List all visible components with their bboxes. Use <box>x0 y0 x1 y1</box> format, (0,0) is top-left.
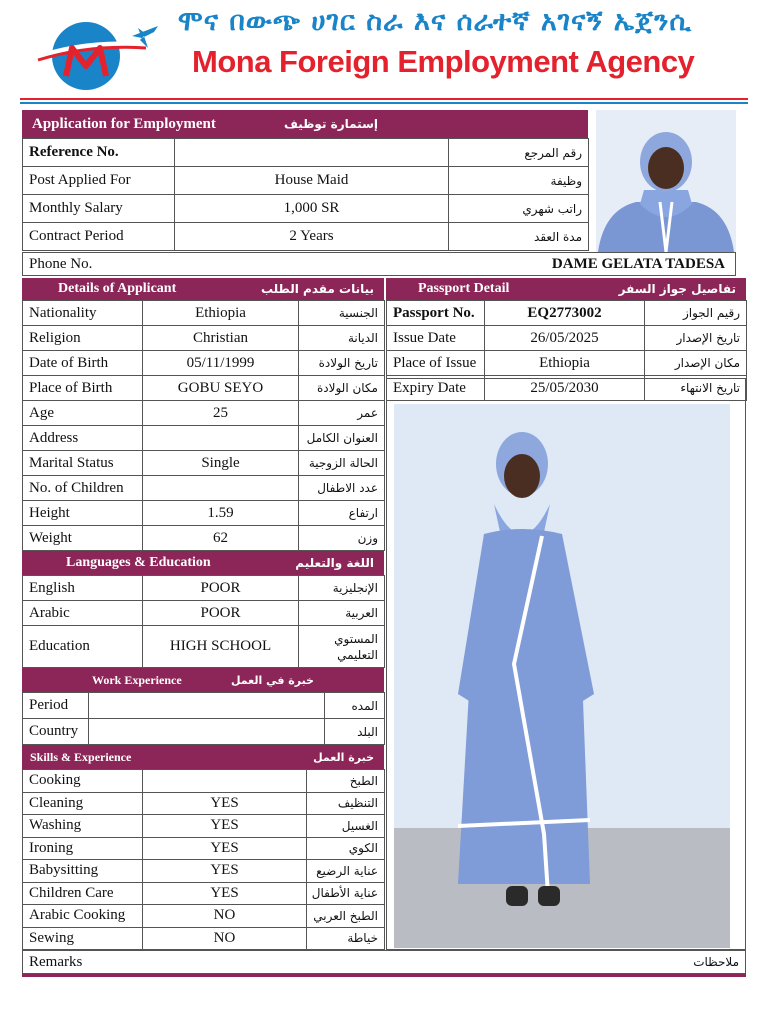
babysitting-label: Babysitting <box>23 860 143 883</box>
arabic-cooking-label: Arabic Cooking <box>23 905 143 928</box>
header-rule-red <box>20 98 748 100</box>
remarks-rule <box>22 974 746 977</box>
education-label: Education <box>23 626 143 668</box>
skills-bar <box>22 745 384 769</box>
english-label-ar: الإنجليزية <box>299 576 385 601</box>
arabic-cooking-value: NO <box>143 905 307 928</box>
salary-label: Monthly Salary <box>23 195 175 223</box>
table-row <box>23 376 385 401</box>
post-value: House Maid <box>175 167 449 195</box>
weight-value: 62 <box>143 526 299 551</box>
table-row <box>23 195 589 223</box>
sewing-label-ar: خياطة <box>307 927 385 950</box>
ironing-label: Ironing <box>23 837 143 860</box>
remarks-row <box>22 950 746 974</box>
passport-no-label-ar: رقيم الجواز <box>645 301 747 326</box>
work-bar <box>22 668 384 692</box>
application-section <box>22 110 588 251</box>
issue-date-label: Issue Date <box>387 326 485 351</box>
table-row <box>23 770 385 793</box>
pob-label-ar: مكان الولادة <box>299 376 385 401</box>
table-row <box>23 526 385 551</box>
table-row <box>23 326 385 351</box>
children-care-label: Children Care <box>23 882 143 905</box>
education-label-ar: المستوي التعليمي <box>299 626 385 668</box>
table-row <box>23 351 385 376</box>
cleaning-label-ar: التنظيف <box>307 792 385 815</box>
reference-label-ar: رقم المرجع <box>449 139 589 167</box>
weight-label-ar: وزن <box>299 526 385 551</box>
details-title-ar: بيانات مقدم الطلب <box>260 282 374 296</box>
expiry-date-label-ar: تاريخ الانتهاء <box>645 376 747 401</box>
contract-label-ar: مدة العقد <box>449 223 589 251</box>
dob-label-ar: تاريخ الولادة <box>299 351 385 376</box>
marital-label-ar: الحالة الزوجية <box>299 451 385 476</box>
table-row <box>23 451 385 476</box>
work-table <box>22 692 385 745</box>
age-value: 25 <box>143 401 299 426</box>
dob-value: 05/11/1999 <box>143 351 299 376</box>
expiry-date-label: Expiry Date <box>387 376 485 401</box>
education-value: HIGH SCHOOL <box>143 626 299 668</box>
arabic-value: POOR <box>143 601 299 626</box>
issue-date-value: 26/05/2025 <box>485 326 645 351</box>
skills-title-ar: خبرة العمل <box>313 750 374 764</box>
period-label: Period <box>23 693 89 719</box>
arabic-label-ar: العربية <box>299 601 385 626</box>
table-row <box>23 476 385 501</box>
english-label: English <box>23 576 143 601</box>
table-row <box>23 601 385 626</box>
passport-title: Passport Detail <box>418 281 510 296</box>
issue-date-label-ar: تاريخ الإصدار <box>645 326 747 351</box>
cooking-label-ar: الطبخ <box>307 770 385 793</box>
salary-value: 1,000 SR <box>175 195 449 223</box>
reference-label: Reference No. <box>23 139 175 167</box>
address-label-ar: العنوان الكامل <box>299 426 385 451</box>
place-of-issue-label-ar: مكان الإصدار <box>645 351 747 376</box>
country-label: Country <box>23 719 89 745</box>
height-value: 1.59 <box>143 501 299 526</box>
passport-no-label: Passport No. <box>387 301 485 326</box>
languages-table <box>22 575 385 668</box>
religion-value: Christian <box>143 326 299 351</box>
babysitting-label-ar: عناية الرضيع <box>307 860 385 883</box>
table-row <box>23 719 385 745</box>
details-section <box>22 278 384 950</box>
nationality-label: Nationality <box>23 301 143 326</box>
work-title-ar: خبرة في العمل <box>230 673 314 687</box>
agency-name: Mona Foreign Employment Agency <box>192 44 695 79</box>
table-row <box>23 223 589 251</box>
table-row <box>23 927 385 950</box>
religion-label: Religion <box>23 326 143 351</box>
cooking-value <box>143 770 307 793</box>
cleaning-label: Cleaning <box>23 792 143 815</box>
passport-title-ar: تفاصيل جواز السفر <box>618 282 736 296</box>
table-row <box>23 426 385 451</box>
babysitting-value: YES <box>143 860 307 883</box>
passport-no-value: EQ2773002 <box>485 301 645 326</box>
application-bar <box>22 110 588 138</box>
table-row <box>23 693 385 719</box>
remarks-label-ar: ملاحظات <box>693 955 739 969</box>
weight-label: Weight <box>23 526 143 551</box>
washing-value: YES <box>143 815 307 838</box>
height-label-ar: ارتفاع <box>299 501 385 526</box>
nationality-value: Ethiopia <box>143 301 299 326</box>
remarks-label: Remarks <box>29 953 83 970</box>
sewing-label: Sewing <box>23 927 143 950</box>
nationality-label-ar: الجنسية <box>299 301 385 326</box>
contract-label: Contract Period <box>23 223 175 251</box>
salary-label-ar: راتب شهري <box>449 195 589 223</box>
person-figure-icon <box>596 110 736 252</box>
address-value <box>143 426 299 451</box>
table-row <box>23 837 385 860</box>
table-row <box>23 792 385 815</box>
place-of-issue-value: Ethiopia <box>485 351 645 376</box>
table-row <box>387 351 747 376</box>
place-of-issue-label: Place of Issue <box>387 351 485 376</box>
details-table <box>22 300 385 551</box>
post-label: Post Applied For <box>23 167 175 195</box>
work-title: Work Experience <box>92 672 182 687</box>
header-rule-blue <box>20 102 748 104</box>
application-title: Application for Employment <box>32 115 216 132</box>
application-table <box>22 138 589 251</box>
skills-title: Skills & Experience <box>30 749 132 764</box>
children-label-ar: عدد الاطفال <box>299 476 385 501</box>
passport-bar <box>386 278 746 300</box>
children-care-label-ar: عناية الأطفال <box>307 882 385 905</box>
application-title-ar: إستمارة توظيف <box>283 117 378 131</box>
table-row <box>23 576 385 601</box>
arabic-label: Arabic <box>23 601 143 626</box>
details-bar <box>22 278 384 300</box>
english-value: POOR <box>143 576 299 601</box>
country-value <box>89 719 325 745</box>
table-row <box>23 301 385 326</box>
arabic-cooking-label-ar: الطبخ العربي <box>307 905 385 928</box>
table-row <box>23 860 385 883</box>
agency-logo <box>30 14 160 94</box>
languages-title-ar: اللغة والتعليم <box>295 556 374 570</box>
contract-value: 2 Years <box>175 223 449 251</box>
sewing-value: NO <box>143 927 307 950</box>
table-row <box>23 882 385 905</box>
table-row <box>23 626 385 668</box>
address-label: Address <box>23 426 143 451</box>
children-label: No. of Children <box>23 476 143 501</box>
applicant-name: DAME GELATA TADESA <box>551 255 725 272</box>
post-label-ar: وظيفة <box>449 167 589 195</box>
age-label: Age <box>23 401 143 426</box>
pob-value: GOBU SEYO <box>143 376 299 401</box>
applicant-headshot <box>596 110 736 252</box>
height-label: Height <box>23 501 143 526</box>
table-row <box>23 167 589 195</box>
table-row <box>23 905 385 928</box>
languages-title: Languages & Education <box>66 555 211 570</box>
ironing-value: YES <box>143 837 307 860</box>
skills-table <box>22 769 385 950</box>
cooking-label: Cooking <box>23 770 143 793</box>
children-value <box>143 476 299 501</box>
table-row <box>387 301 747 326</box>
ironing-label-ar: الكوي <box>307 837 385 860</box>
pob-label: Place of Birth <box>23 376 143 401</box>
washing-label: Washing <box>23 815 143 838</box>
children-care-value: YES <box>143 882 307 905</box>
phone-label: Phone No. <box>29 255 93 272</box>
washing-label-ar: الغسيل <box>307 815 385 838</box>
expiry-date-value: 25/05/2030 <box>485 376 645 401</box>
amharic-title: ሞና በውጭ ሀገር ስራ እና ሰራተኛ አገናኝ ኤጀንሲ <box>178 6 693 37</box>
table-row <box>23 401 385 426</box>
table-row <box>23 501 385 526</box>
marital-label: Marital Status <box>23 451 143 476</box>
phone-row <box>22 252 736 276</box>
table-row <box>387 326 747 351</box>
table-row <box>23 815 385 838</box>
country-label-ar: البلد <box>325 719 385 745</box>
period-value <box>89 693 325 719</box>
cleaning-value: YES <box>143 792 307 815</box>
table-row <box>23 139 589 167</box>
period-label-ar: المده <box>325 693 385 719</box>
dob-label: Date of Birth <box>23 351 143 376</box>
religion-label-ar: الديانة <box>299 326 385 351</box>
photo-frame <box>386 378 746 950</box>
age-label-ar: عمر <box>299 401 385 426</box>
marital-value: Single <box>143 451 299 476</box>
details-title: Details of Applicant <box>58 281 177 296</box>
languages-bar <box>22 551 384 575</box>
reference-value <box>175 139 449 167</box>
